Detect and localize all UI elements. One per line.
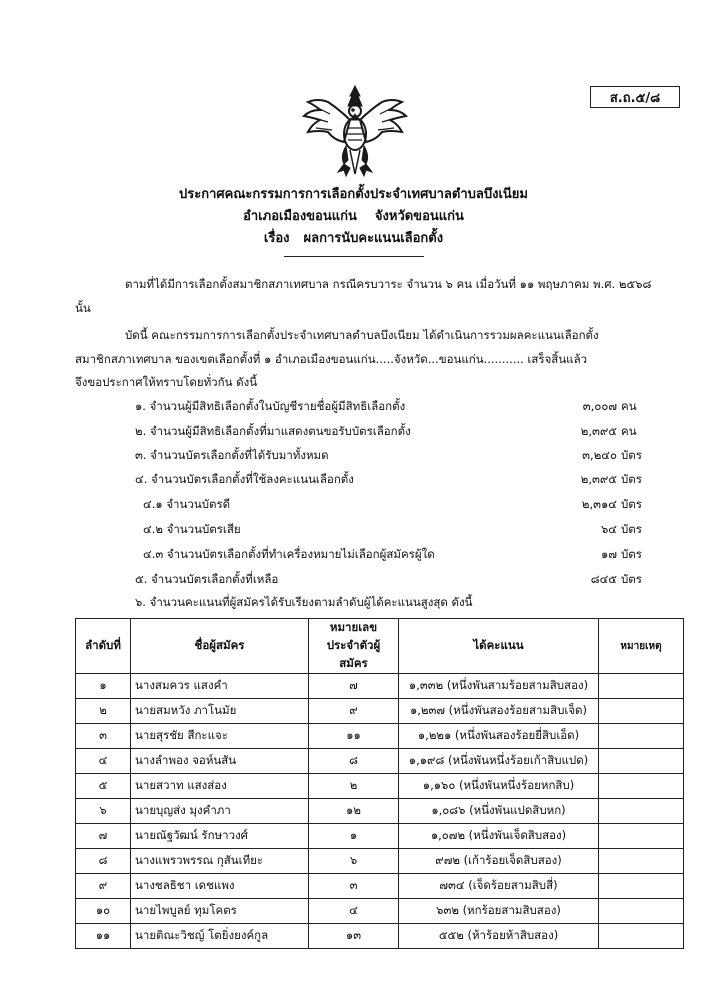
stat-row [0, 571, 707, 591]
subject-text: ผลการนับคะแนนเลือกตั้ง [303, 231, 444, 246]
cell-name: นางลำพอง จอห์นสัน [131, 749, 309, 774]
cell-votes: ๗๓๔ (เจ็ดร้อยสามสิบสี่) [399, 874, 599, 899]
table-row [76, 924, 684, 949]
stat-unit: บัตร [621, 472, 642, 486]
cell-name: นายณัฐวัฒน์ รักษาวงศ์ [131, 824, 309, 849]
cell-number: ๘ [309, 749, 399, 774]
cell-rank: ๔ [76, 749, 131, 774]
header-votes: ได้คะแนน [399, 619, 599, 674]
table-header-row [76, 619, 684, 674]
cell-votes: ๖๓๒ (หกร้อยสามสิบสอง) [399, 899, 599, 924]
stat-value: ๓,๐๐๗ [582, 399, 617, 413]
cell-remark [599, 874, 684, 899]
cell-name: นายสมหวัง ภาโนมัย [131, 699, 309, 724]
stat-row [0, 546, 707, 566]
stat-row [0, 398, 707, 418]
header-name: ชื่อผู้สมัคร [131, 619, 309, 674]
cell-name: นางชลธิชา เดชแพง [131, 874, 309, 899]
header-rank: ลำดับที่ [76, 619, 131, 674]
cell-votes: ๑,๑๙๘ (หนึ่งพันหนึ่งร้อยเก้าสิบแปด) [399, 749, 599, 774]
stat-value: ๒,๓๙๕ [580, 472, 617, 486]
cell-name: นายสุรชัย สีกะแจะ [131, 724, 309, 749]
stat-unit: คน [621, 399, 637, 413]
stat-row [0, 521, 707, 541]
paragraph-1-line-1: ตามที่ได้มีการเลือกตั้งสมาชิกสภาเทศบาล กรณีครบวาระ จำนวน ๖ คน เมื่อวันที่ ๑๑ พฤษภาคม พ.ศ. ๒๕๖๘ [125, 277, 652, 291]
stat-value: ๑๗ [601, 547, 617, 561]
header-divider [284, 256, 424, 257]
stat-label: ๔.๓ จำนวนบัตรเลือกตั้งที่ทำเครื่องหมายไม่เลือกผู้สมัครผู้ใด [143, 547, 435, 561]
cell-rank: ๙ [76, 874, 131, 899]
stat-row [0, 496, 707, 516]
paragraph-2-line-1: บัดนี้ คณะกรรมการการเลือกตั้งประจำเทศบาลตำบลบึงเนียม ได้ดำเนินการรวมผลคะแนนเลือกตั้ง [125, 328, 599, 342]
stat-label: ๓. จำนวนบัตรเลือกตั้งที่ได้รับมาทั้งหมด [135, 448, 329, 462]
announcement-title: ประกาศคณะกรรมการการเลือกตั้งประจำเทศบาลตำบลบึงเนียม [179, 187, 528, 202]
table-row [76, 774, 684, 799]
cell-number: ๙ [309, 699, 399, 724]
cell-rank: ๘ [76, 849, 131, 874]
cell-number: ๒ [309, 774, 399, 799]
table-row [76, 724, 684, 749]
table-row [76, 874, 684, 899]
cell-rank: ๑ [76, 674, 131, 699]
cell-remark [599, 849, 684, 874]
stat-label: ๔. จำนวนบัตรเลือกตั้งที่ใช้ลงคะแนนเลือกตั้ง [135, 472, 354, 486]
stat-value: ๒,๓๑๔ [581, 497, 617, 511]
cell-votes: ๑,๒๒๑ (หนึ่งพันสองร้อยยี่สิบเอ็ด) [399, 724, 599, 749]
cell-remark [599, 924, 684, 949]
stat-unit: บัตร [621, 448, 642, 462]
stat-label: ๔.๒ จำนวนบัตรเสีย [143, 522, 241, 536]
stat-unit: คน [621, 424, 637, 438]
cell-votes: ๑,๑๖๐ (หนึ่งพันหนึ่งร้อยหกสิบ) [399, 774, 599, 799]
cell-number: ๑๓ [309, 924, 399, 949]
cell-remark [599, 774, 684, 799]
cell-name: นางแพรวพรรณ กุสันเทียะ [131, 849, 309, 874]
stat-unit: บัตร [621, 522, 642, 536]
form-code: ส.ถ.๕/๘ [609, 90, 661, 106]
cell-remark [599, 899, 684, 924]
stat-row [0, 447, 707, 467]
cell-rank: ๒ [76, 699, 131, 724]
form-code-box [590, 86, 680, 108]
cell-remark [599, 724, 684, 749]
cell-votes: ๕๕๒ (ห้าร้อยห้าสิบสอง) [399, 924, 599, 949]
province-name: จังหวัดขอนแก่น [374, 209, 464, 224]
table-row [76, 699, 684, 724]
stat-value: ๒,๓๙๕ [580, 424, 617, 438]
table-row [76, 799, 684, 824]
stat-value: ๓,๒๔๐ [582, 448, 617, 462]
stat-label: ๔.๑ จำนวนบัตรดี [143, 497, 231, 511]
section-6-heading: ๖. จำนวนคะแนนที่ผู้สมัครได้รับเรียงตามลำดับผู้ได้คะแนนสูงสุด ดังนี้ [135, 595, 473, 609]
stat-label: ๑. จำนวนผู้มีสิทธิเลือกตั้งในบัญชีรายชื่อผู้มีสิทธิเลือกตั้ง [135, 399, 406, 413]
cell-rank: ๑๐ [76, 899, 131, 924]
paragraph-2-line-2: สมาชิกสภาเทศบาล ของเขตเลือกตั้งที่ ๑ อำเภอเมืองขอนแก่น.....จังหวัด...ขอนแก่น........... เสร็จสิ้นแล้ว [75, 352, 588, 366]
cell-rank: ๕ [76, 774, 131, 799]
cell-number: ๗ [309, 674, 399, 699]
header-number [309, 619, 399, 674]
garuda-emblem [300, 80, 410, 180]
announcement-subject [0, 227, 707, 248]
paragraph-1-line-2: นั้น [75, 301, 91, 315]
cell-name: นายสวาท แสงส่อง [131, 774, 309, 799]
cell-number: ๓ [309, 874, 399, 899]
stat-value: ๖๔ [600, 522, 617, 536]
table-row [76, 749, 684, 774]
results-table [75, 618, 684, 949]
stat-unit: บัตร [621, 497, 642, 511]
header-number-line-1: หมายเลข [329, 620, 378, 634]
cell-remark [599, 799, 684, 824]
stat-row [0, 471, 707, 491]
cell-number: ๔ [309, 899, 399, 924]
cell-votes: ๑,๐๗๒ (หนึ่งพันเจ็ดสิบสอง) [399, 824, 599, 849]
header-remark: หมายเหตุ [599, 619, 684, 674]
announcement-location [0, 205, 707, 226]
stat-label: ๕. จำนวนบัตรเลือกตั้งที่เหลือ [135, 572, 279, 586]
cell-number: ๖ [309, 849, 399, 874]
cell-rank: ๑๑ [76, 924, 131, 949]
cell-number: ๑๒ [309, 799, 399, 824]
cell-number: ๑ [309, 824, 399, 849]
table-row [76, 824, 684, 849]
header-number-line-2: ประจำตัวผู้สมัคร [326, 638, 381, 670]
subject-label: เรื่อง [263, 231, 290, 246]
cell-rank: ๗ [76, 824, 131, 849]
stat-row [0, 423, 707, 443]
cell-number: ๑๑ [309, 724, 399, 749]
cell-rank: ๓ [76, 724, 131, 749]
cell-name: นายไพบูลย์ ทุมโคตร [131, 899, 309, 924]
stat-unit: บัตร [621, 547, 642, 561]
cell-remark [599, 749, 684, 774]
stat-unit: บัตร [621, 572, 642, 586]
cell-name: นางสมควร แสงคำ [131, 674, 309, 699]
table-row [76, 674, 684, 699]
cell-votes: ๑,๒๓๗ (หนึ่งพันสองร้อยสามสิบเจ็ด) [399, 699, 599, 724]
cell-votes: ๑,๐๘๖ (หนึ่งพันแปดสิบหก) [399, 799, 599, 824]
cell-votes: ๑,๓๓๒ (หนึ่งพันสามร้อยสามสิบสอง) [399, 674, 599, 699]
stat-value: ๘๔๕ [590, 572, 617, 586]
cell-votes: ๙๗๒ (เก้าร้อยเจ็ดสิบสอง) [399, 849, 599, 874]
cell-remark [599, 699, 684, 724]
table-row [76, 849, 684, 874]
district-name: อำเภอเมืองขอนแก่น [243, 209, 357, 224]
table-row [76, 899, 684, 924]
cell-remark [599, 824, 684, 849]
cell-rank: ๖ [76, 799, 131, 824]
cell-name: นายติณะวิชญ์ โตยิ่งยงค์กูล [131, 924, 309, 949]
cell-name: นายบุญส่ง มุงคำภา [131, 799, 309, 824]
cell-remark [599, 674, 684, 699]
paragraph-2-line-3: จึงขอประกาศให้ทราบโดยทั่วกัน ดังนี้ [75, 375, 258, 389]
stat-label: ๒. จำนวนผู้มีสิทธิเลือกตั้งที่มาแสดงตนขอรับบัตรเลือกตั้ง [135, 424, 411, 438]
